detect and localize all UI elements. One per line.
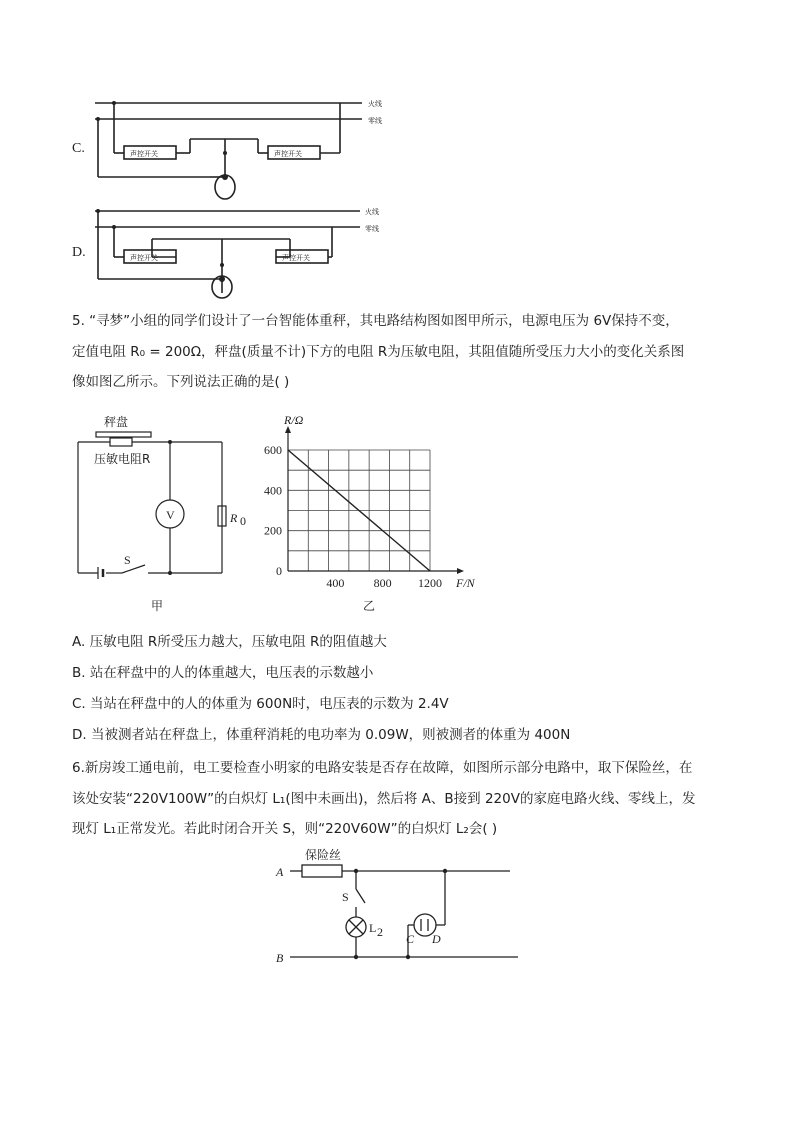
terminal-d-label: D [432,932,441,946]
voltmeter-label: V [166,508,175,522]
option-c-label: C. [72,141,85,156]
q5-stem-line2: 定值电阻 R₀ = 200Ω，秤盘(质量不计)下方的电阻 R为压敏电阻，其阻值随所受压力大小的变化关系图 [72,344,685,360]
lamp-l2-label: L [369,921,377,935]
switch-label-d1: 声控开关 [130,254,158,262]
q6-stem-line2: 该处安装“220V100W”的白炽灯 L₁(图中未画出)，然后将 A、B接到 220V的家庭电路火线、零线上，发 [72,791,696,807]
fuse-label: 保险丝 [305,848,342,862]
option-c-circuit [90,95,410,210]
x-tick-label: 400 [326,576,345,590]
chart-y-axis-label: R/Ω [284,413,304,427]
q5-figure-jia [70,410,270,615]
r0-subscript: 0 [240,514,246,528]
y-tick-label: 400 [264,483,282,498]
switch-s-label-q6: S [342,890,349,904]
terminal-b-label: B [276,951,284,965]
q6-stem-line1: 6.新房竣工通电前，电工要检查小明家的电路安装是否存在故障，如图所示部分电路中，取下保险丝，在 [72,760,693,776]
y-tick-label: 600 [264,443,282,457]
pan-label: 秤盘 [104,415,129,429]
switch-label-c1: 声控开关 [130,150,158,158]
y-tick-label: 200 [264,523,282,538]
live-wire-label-c: 火线 [368,100,382,108]
sensor-resistor-label: 压敏电阻R [94,452,151,466]
live-wire-label-d: 火线 [365,208,379,216]
neutral-wire-label-d: 零线 [365,225,379,233]
x-tick-label: 800 [373,576,392,590]
q5-option-d: D. 当被测者站在秤盘上，体重秤消耗的电功率为 0.09W，则被测者的体重为 400N [72,727,571,743]
r0-label: R [230,511,238,525]
chart-x-axis-label: F/N [456,576,475,590]
q5-option-a: A. 压敏电阻 R所受压力越大，压敏电阻 R的阻值越大 [72,634,387,650]
figure-yi-caption: 乙 [363,599,376,613]
x-tick-label: 1200 [418,576,442,590]
y-axis-arrow [285,426,291,433]
y-tick-label: 0 [276,564,282,578]
q5-option-b: B. 站在秤盘中的人的体重越大，电压表的示数越小 [72,665,374,681]
figure-jia-caption: 甲 [151,599,164,613]
chart-axes [285,426,464,574]
q6-stem-line3: 现灯 L₁正常发光。若此时闭合开关 S，则“220V60W”的白炽灯 L₂会( ) [72,821,498,837]
option-d-label: D. [72,245,86,260]
q5-stem-line1: 5. “寻梦”小组的同学们设计了一台智能体重秤，其电路结构图如图甲所示，电源电压为 6V保持不变， [72,313,679,329]
q5-option-c: C. 当站在秤盘中的人的体重为 600N时，电压表的示数为 2.4V [72,696,449,712]
chart-ticks [264,443,442,590]
q6-circuit [270,845,530,970]
switch-label-d2: 声控开关 [282,254,310,262]
terminal-c-label: C [406,932,415,946]
q5-figure-yi-chart [262,410,492,615]
switch-s-label: S [124,553,131,567]
q5-stem-line3: 像如图乙所示。下列说法正确的是( ) [72,374,290,390]
x-axis-arrow [457,568,464,574]
neutral-wire-label-c: 零线 [368,117,382,125]
terminal-a-label: A [276,865,284,879]
option-d-circuit [90,203,410,303]
switch-label-c2: 声控开关 [274,150,302,158]
lamp-l2-subscript: 2 [377,925,383,939]
